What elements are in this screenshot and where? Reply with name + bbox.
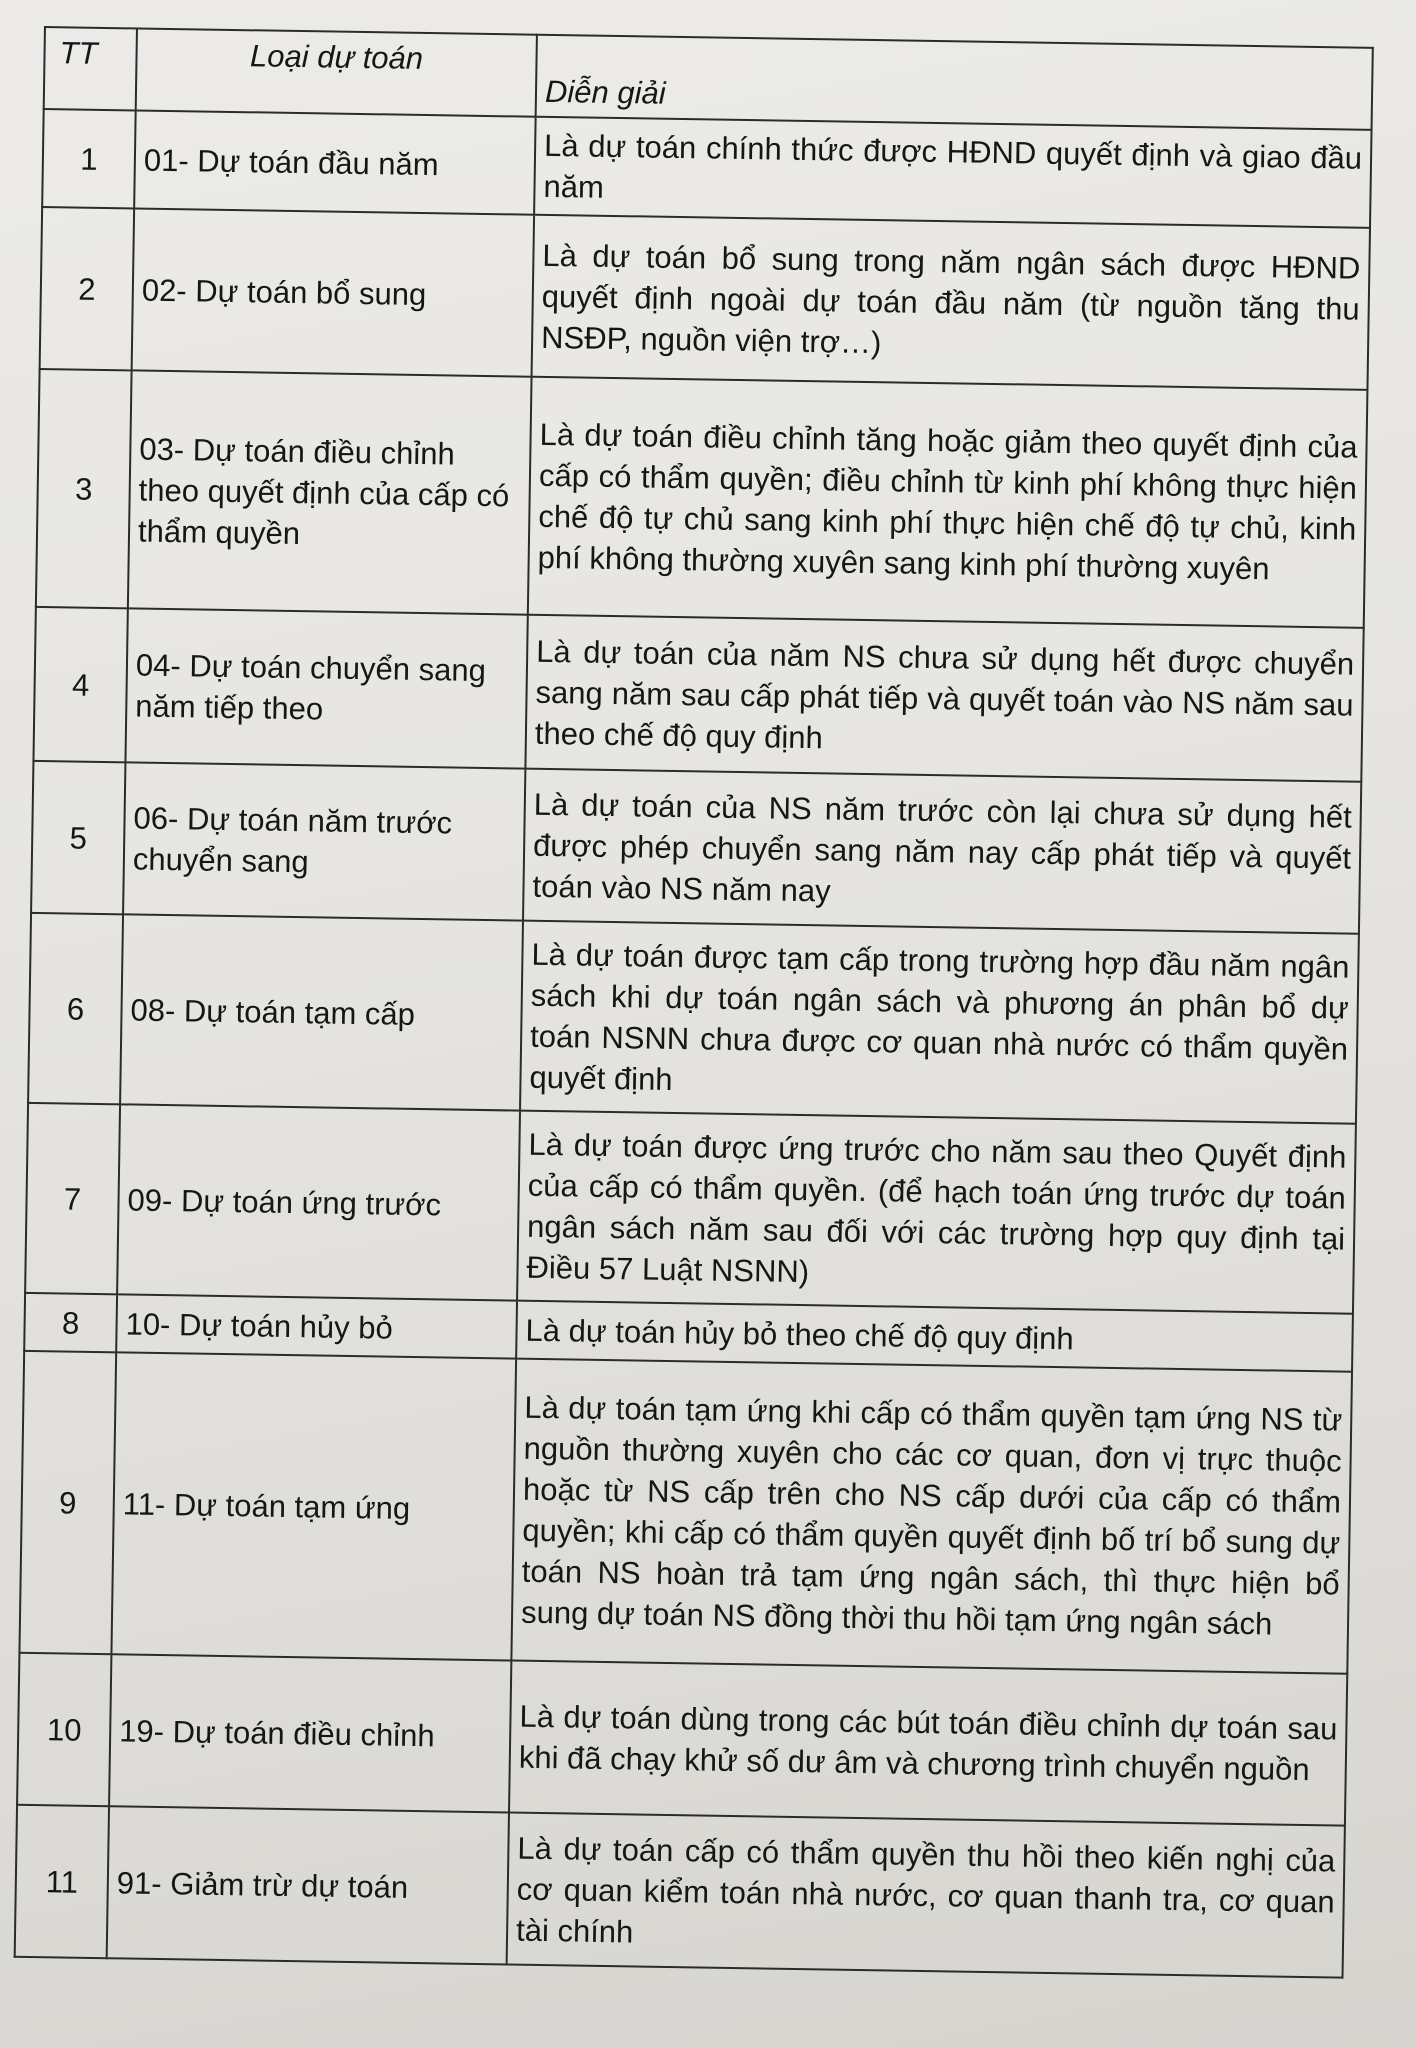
row-number: 8: [24, 1293, 117, 1352]
budget-type: 03- Dự toán điều chỉnh theo quyết định của cấp có thẩm quyền: [128, 370, 532, 614]
row-number: 9: [19, 1351, 116, 1654]
budget-type: 02- Dự toán bổ sung: [132, 208, 534, 376]
budget-description: Là dự toán tạm ứng khi cấp có thẩm quyền tạm ứng NS từ nguồn thường xuyên cho các cơ quan, đơn vị trực thuộc hoặc từ NS cấp trên cho NS cấp dưới của cấp có thẩm quyền; khi cấp có thẩm quyền quyết định bố trí bổ sung dự toán NS hoàn trả tạm ứng ngân sách, thì thực hiện bổ sung dự toán NS đồng thời thu hồi tạm ứng ngân sách: [511, 1359, 1352, 1674]
header-desc: Diễn giải: [536, 35, 1373, 130]
table-row: [17, 1653, 1347, 1826]
budget-description: Là dự toán dùng trong các bút toán điều chỉnh dự toán sau khi đã chạy khử số dư âm và chương trình chuyển nguồn: [509, 1661, 1347, 1826]
budget-description: Là dự toán được tạm cấp trong trường hợp đầu năm ngân sách khi dự toán ngân sách và phương án phân bổ dự toán NSNN chưa được cơ quan nhà nước có thẩm quyền quyết định: [520, 921, 1359, 1124]
table-row: [33, 607, 1363, 782]
table-row: [31, 761, 1361, 934]
budget-type-table: [14, 26, 1374, 1979]
header-type: Loại dự toán: [136, 28, 537, 116]
row-number: 3: [36, 369, 132, 608]
row-number: 7: [25, 1103, 120, 1294]
table-row: [19, 1351, 1352, 1674]
table-row: [28, 913, 1359, 1124]
budget-description: Là dự toán của NS năm trước còn lại chưa sử dụng hết được phép chuyển sang năm nay cấp phát tiếp và quyết toán vào NS năm nay: [523, 769, 1361, 934]
row-number: 1: [42, 109, 136, 208]
budget-description: Là dự toán của năm NS chưa sử dụng hết được chuyển sang năm sau cấp phát tiếp và quyết toán vào NS năm sau theo chế độ quy định: [525, 615, 1363, 782]
budget-type: 11- Dự toán tạm ứng: [111, 1352, 516, 1660]
budget-type: 09- Dự toán ứng trước: [117, 1104, 520, 1300]
budget-description: Là dự toán bổ sung trong năm ngân sách được HĐND quyết định ngoài dự toán đầu năm (từ nguồn tăng thu NSĐP, nguồn viện trợ…): [532, 215, 1370, 390]
budget-type: 06- Dự toán năm trước chuyển sang: [123, 762, 525, 920]
header-tt: TT: [44, 27, 137, 110]
budget-type: 08- Dự toán tạm cấp: [120, 914, 523, 1110]
budget-type: 04- Dự toán chuyển sang năm tiếp theo: [125, 608, 527, 768]
budget-type: 19- Dự toán điều chỉnh: [109, 1654, 511, 1812]
budget-description: Là dự toán được ứng trước cho năm sau theo Quyết định của cấp có thẩm quyền. (để hạch toán ứng trước dự toán ngân sách năm sau đối với các trường hợp quy định tại Điều 57 Luật NSNN): [517, 1111, 1356, 1314]
table-row: [36, 369, 1368, 628]
budget-description: Là dự toán cấp có thẩm quyền thu hồi theo kiến nghị của cơ quan kiểm toán nhà nước, cơ quan thanh tra, cơ quan tài chính: [507, 1813, 1345, 1978]
budget-description: Là dự toán chính thức được HĐND quyết định và giao đầu năm: [534, 117, 1371, 228]
row-number: 5: [31, 761, 125, 914]
table-row: [40, 207, 1370, 390]
table-row: [25, 1103, 1356, 1314]
row-number: 6: [28, 913, 123, 1104]
row-number: 2: [40, 207, 135, 370]
row-number: 4: [33, 607, 127, 762]
budget-description: Là dự toán điều chỉnh tăng hoặc giảm theo quyết định của cấp có thẩm quyền; điều chỉnh từ kinh phí không thực hiện chế độ tự chủ sang kinh phí thực hiện chế độ tự chủ, kinh phí không thường xuyên sang kinh phí thường xuyên: [528, 377, 1368, 628]
row-number: 10: [17, 1653, 111, 1806]
table-row: [15, 1805, 1345, 1978]
budget-type: 10- Dự toán hủy bỏ: [116, 1294, 517, 1358]
budget-description: Là dự toán hủy bỏ theo chế độ quy định: [516, 1301, 1353, 1372]
row-number: 11: [15, 1805, 109, 1958]
budget-type: 01- Dự toán đầu năm: [134, 110, 535, 214]
budget-type: 91- Giảm trừ dự toán: [107, 1806, 509, 1964]
